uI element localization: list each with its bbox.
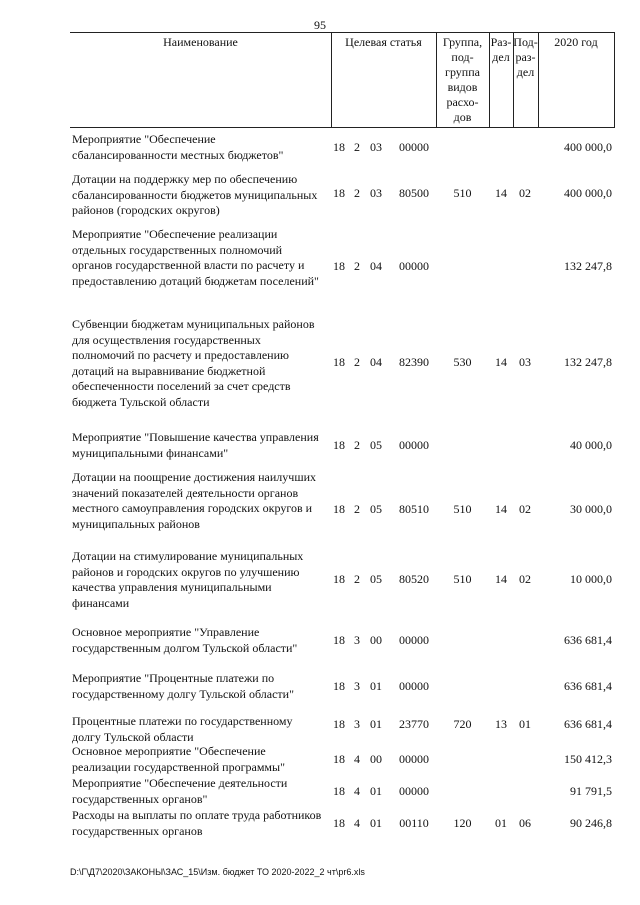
- row-subprogram: 3: [354, 633, 360, 647]
- row-code: 00110: [399, 816, 429, 830]
- row-group: 120: [453, 816, 472, 830]
- row-name: Дотации на поддержку мер по обеспечению сбалансированности бюджетов муниципальных районов (городских округов): [72, 172, 318, 217]
- row-value: 636 681,4: [564, 633, 612, 647]
- row-subprogram: 2: [354, 355, 360, 369]
- header-group-line: Группа,: [442, 35, 483, 49]
- row-code: 00000: [399, 633, 429, 647]
- row-event: 01: [370, 816, 382, 830]
- row-program: 18: [333, 572, 345, 586]
- row-subprogram: 4: [354, 752, 360, 766]
- row-razdel: 14: [495, 572, 507, 586]
- header-podrazdel: [513, 35, 538, 80]
- header-year: 2020 год: [554, 35, 598, 49]
- header-razdel-line: дел: [492, 50, 510, 64]
- row-program: 18: [333, 502, 345, 516]
- row-subprogram: 2: [354, 186, 360, 200]
- row-value: 150 412,3: [564, 752, 612, 766]
- row-value: 132 247,8: [564, 259, 612, 273]
- row-code: 23770: [399, 717, 429, 731]
- row-group: 510: [453, 186, 472, 200]
- header-razdel: [489, 35, 513, 65]
- row-value: 400 000,0: [564, 140, 612, 154]
- header-podrazdel-line: дел: [516, 65, 535, 79]
- file-path-footer: D:\Г\Д7\2020\ЗАКОНЫ\ЗАС_15\Изм. бюджет ТО 2020-2022_2 чт\pr6.xls: [70, 867, 365, 877]
- header-group-line: дов: [453, 110, 472, 124]
- row-event: 04: [370, 259, 382, 273]
- row-name: Расходы на выплаты по оплате труда работников государственных органов: [72, 808, 322, 838]
- row-razdel: 13: [495, 717, 507, 731]
- row-podrazdel: 01: [519, 717, 531, 731]
- row-subprogram: 4: [354, 816, 360, 830]
- row-value: 40 000,0: [570, 438, 612, 452]
- row-podrazdel: 02: [519, 502, 531, 516]
- header-name: Наименование: [163, 35, 238, 49]
- row-code: 00000: [399, 784, 429, 798]
- row-name: Основное мероприятие "Управление государственным долгом Тульской области": [72, 625, 298, 655]
- row-event: 03: [370, 186, 382, 200]
- row-group: 510: [453, 502, 472, 516]
- row-value: 10 000,0: [570, 572, 612, 586]
- row-name: Мероприятие "Обеспечение сбалансированности местных бюджетов": [72, 132, 284, 162]
- row-code: 80520: [399, 572, 429, 586]
- row-event: 00: [370, 752, 382, 766]
- row-razdel: 14: [495, 502, 507, 516]
- header-group-line: группа: [445, 65, 480, 79]
- row-code: 82390: [399, 355, 429, 369]
- row-code: 80510: [399, 502, 429, 516]
- row-code: 00000: [399, 259, 429, 273]
- row-name: Мероприятие "Процентные платежи по государственному долгу Тульской области": [72, 671, 294, 701]
- header-podrazdel-line: раз-: [515, 50, 536, 64]
- header-target: Целевая статья: [345, 35, 422, 49]
- row-program: 18: [333, 186, 345, 200]
- row-event: 05: [370, 438, 382, 452]
- row-podrazdel: 02: [519, 572, 531, 586]
- table-header: [70, 32, 615, 128]
- header-group-line: расхо-: [446, 95, 479, 109]
- row-name: Основное мероприятие "Обеспечение реализации государственной программы": [72, 744, 285, 774]
- row-code: 80500: [399, 186, 429, 200]
- row-value: 132 247,8: [564, 355, 612, 369]
- row-name: Дотации на стимулирование муниципальных районов и городских округов по улучшению качества управления муниципальными финансами: [72, 549, 304, 610]
- row-event: 03: [370, 140, 382, 154]
- row-group: 530: [453, 355, 472, 369]
- row-value: 90 246,8: [570, 816, 612, 830]
- row-group: 720: [453, 717, 472, 731]
- row-name: Мероприятие "Обеспечение реализации отдельных государственных полномочий органов государственной власти по расчету и предоставлению дотаций бюджетам поселений": [72, 227, 319, 288]
- row-name: Мероприятие "Обеспечение деятельности государственных органов": [72, 776, 288, 806]
- row-group: 510: [453, 572, 472, 586]
- header-podrazdel-line: Под-: [513, 35, 538, 49]
- row-subprogram: 2: [354, 140, 360, 154]
- row-value: 91 791,5: [570, 784, 612, 798]
- header-group: [436, 35, 489, 125]
- row-name: Процентные платежи по государственному долгу Тульской области: [72, 714, 293, 744]
- row-event: 00: [370, 633, 382, 647]
- page-number: 95: [314, 18, 326, 32]
- header-group-line: под-: [451, 50, 474, 64]
- row-program: 18: [333, 679, 345, 693]
- row-event: 01: [370, 679, 382, 693]
- row-code: 00000: [399, 438, 429, 452]
- row-razdel: 01: [495, 816, 507, 830]
- row-subprogram: 2: [354, 259, 360, 273]
- row-name: Дотации на поощрение достижения наилучших значений показателей деятельности органов местного самоуправления городских округов и муниципальных районов: [72, 470, 316, 531]
- row-program: 18: [333, 140, 345, 154]
- row-razdel: 14: [495, 186, 507, 200]
- row-program: 18: [333, 355, 345, 369]
- row-value: 636 681,4: [564, 717, 612, 731]
- row-program: 18: [333, 752, 345, 766]
- row-podrazdel: 06: [519, 816, 531, 830]
- header-razdel-line: Раз-: [490, 35, 512, 49]
- row-event: 05: [370, 572, 382, 586]
- row-name: Мероприятие "Повышение качества управления муниципальными финансами": [72, 430, 319, 460]
- row-razdel: 14: [495, 355, 507, 369]
- column-divider: [614, 33, 615, 127]
- row-code: 00000: [399, 752, 429, 766]
- row-program: 18: [333, 784, 345, 798]
- row-subprogram: 3: [354, 717, 360, 731]
- row-program: 18: [333, 259, 345, 273]
- row-program: 18: [333, 816, 345, 830]
- row-subprogram: 2: [354, 438, 360, 452]
- row-subprogram: 2: [354, 502, 360, 516]
- row-event: 01: [370, 784, 382, 798]
- row-podrazdel: 02: [519, 186, 531, 200]
- row-podrazdel: 03: [519, 355, 531, 369]
- header-group-line: видов: [447, 80, 478, 94]
- row-event: 01: [370, 717, 382, 731]
- row-code: 00000: [399, 140, 429, 154]
- row-event: 05: [370, 502, 382, 516]
- row-code: 00000: [399, 679, 429, 693]
- row-subprogram: 4: [354, 784, 360, 798]
- row-subprogram: 3: [354, 679, 360, 693]
- row-program: 18: [333, 717, 345, 731]
- row-program: 18: [333, 438, 345, 452]
- row-subprogram: 2: [354, 572, 360, 586]
- row-value: 636 681,4: [564, 679, 612, 693]
- row-program: 18: [333, 633, 345, 647]
- row-value: 30 000,0: [570, 502, 612, 516]
- row-value: 400 000,0: [564, 186, 612, 200]
- row-name: Субвенции бюджетам муниципальных районов для осуществления государственных полномочий по расчету и предоставлению дотаций на выравнивание бюджетной обеспеченности поселений за счет средств бюджета Тульской области: [72, 317, 315, 409]
- row-event: 04: [370, 355, 382, 369]
